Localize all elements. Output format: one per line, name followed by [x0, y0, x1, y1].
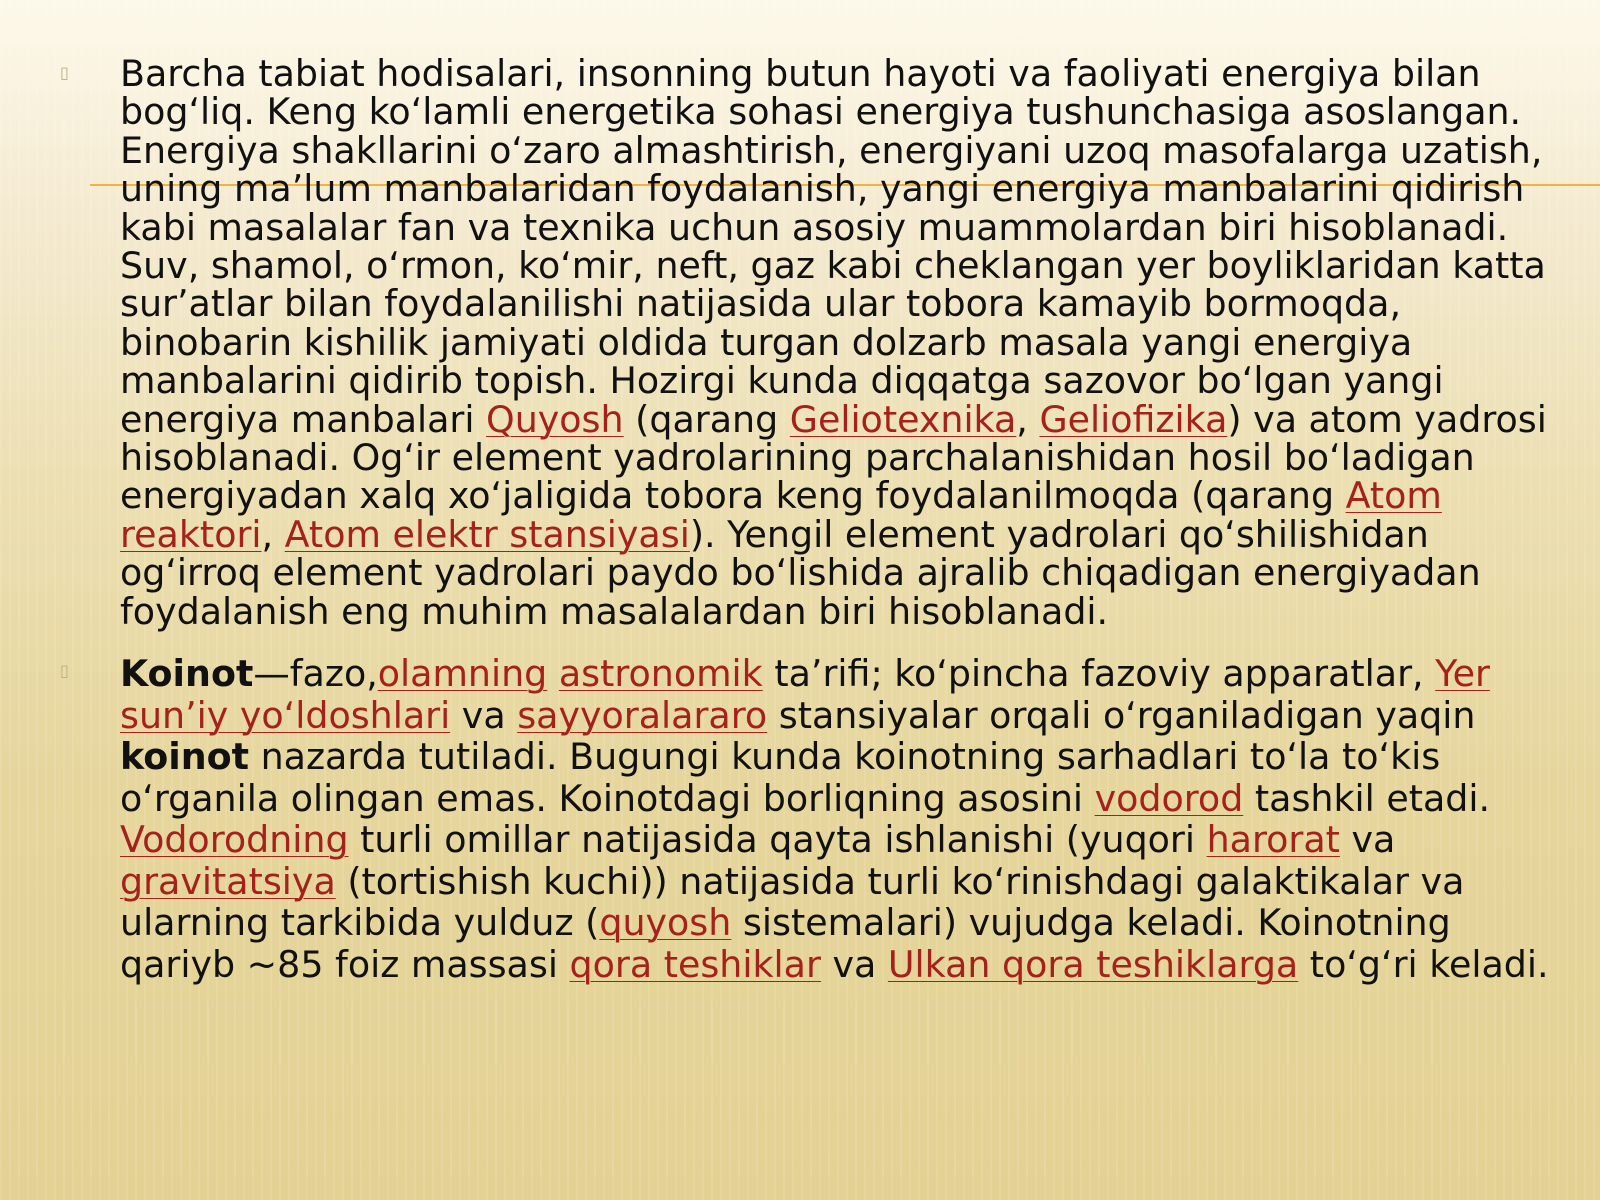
link-quyosh[interactable]: Quyosh	[486, 397, 624, 441]
text-segment: sistemalari) vujudga keladi. Koinotning qariyb ~85 foiz massasi	[120, 901, 1451, 986]
link-sayyoralararo[interactable]: sayyoralararo	[517, 693, 768, 737]
link-atom-reaktori[interactable]: Atom reaktori	[120, 474, 1442, 556]
text-segment: va	[450, 693, 518, 737]
text-segment: ). Yengil element yadrolari qo‘shilishidan og‘irroq element yadrolari paydo bo‘lishida ajralib chiqadigan energiyadan foydalanish eng muhim masalalardan biri hisoblanadi.	[120, 512, 1481, 633]
link-yer[interactable]: Yer	[1435, 652, 1490, 696]
paragraph-energy	[60, 52, 1560, 633]
link-atom-elektr-stansiyasi[interactable]: Atom elektr stansiyasi	[284, 512, 690, 556]
text-segment: —fazo,	[253, 652, 378, 696]
text-segment: ) va atom yadrosi hisoblanadi. Og‘ir element yadrolarining parchalanishidan hosil bo‘ladigan energiyadan xalq xo‘jaligida tobora keng foydalanilmoqda (qarang	[120, 397, 1547, 518]
text-segment: to‘g‘ri keladi.	[1298, 942, 1549, 986]
link-vodorodning[interactable]: Vodorodning	[120, 818, 349, 862]
text-segment: ,	[1016, 397, 1040, 441]
text-segment: stansiyalar orqali o‘rganiladigan yaqin	[767, 693, 1476, 737]
bold-term-koinot: Koinot	[120, 652, 254, 696]
paragraph-koinot	[60, 653, 1560, 985]
slide-content	[60, 52, 1560, 1007]
link-olamning[interactable]: olamning	[377, 652, 548, 696]
link-geliofizika[interactable]: Geliofizika	[1039, 397, 1228, 441]
text-segment: Barcha tabiat hodisalari, insonning butun hayoti va faoliyati energiya bilan bog‘liq. Keng ko‘lamli energetika sohasi energiya tushunchasiga asoslangan. Energiya shakllarini o‘zaro almashtirish, energiyani uzoq masofalarga uzatish, uning ma’lum manbalaridan foydalanish, yangi energiya manbalarini qidirish kabi masalalar fan va texnika uchun asosiy muammolardan biri hisoblanadi. Suv, shamol, o‘rmon, ko‘mir, neft, gaz kabi cheklangan yer boyliklaridan katta sur’atlar bilan foydalanilishi natijasida ular tobora kamayib bormoqda, binobarin kishilik jamiyati oldida turgan dolzarb masala yangi energiya manbalarini qidirib topish. Hozirgi kunda diqqatga sazovor bo‘lgan yangi energiya manbalari	[120, 52, 1546, 441]
text-segment: (tortishish kuchi)) natijasida turli ko‘rinishdagi galaktikalar va ularning tarkibida yulduz (	[120, 859, 1465, 945]
bullet-marker: ▯	[60, 661, 69, 681]
bullet-marker: ▯	[60, 63, 69, 82]
link-suniy-yoldoshlari[interactable]: sun’iy yo‘ldoshlari	[120, 693, 451, 737]
link-astronomik[interactable]: astronomik	[558, 652, 763, 696]
text-segment: (qarang	[623, 397, 790, 441]
text-segment: tashkil etadi.	[1243, 776, 1491, 820]
link-vodorod[interactable]: vodorod	[1094, 776, 1244, 820]
text-segment: va	[820, 942, 888, 986]
link-harorat[interactable]: harorat	[1206, 818, 1340, 862]
link-ulkan-qora-teshiklarga[interactable]: Ulkan qora teshiklarga	[887, 942, 1299, 986]
text-segment: ,	[261, 512, 285, 556]
link-quyosh-lower[interactable]: quyosh	[599, 901, 732, 945]
bold-term-koinot-2: koinot	[120, 735, 250, 779]
text-segment: ta’rifi; ko‘pincha fazoviy apparatlar,	[762, 652, 1436, 696]
link-qora-teshiklar[interactable]: qora teshiklar	[569, 942, 821, 986]
link-geliotexnika[interactable]: Geliotexnika	[789, 397, 1017, 441]
text-segment: turli omillar natijasida qayta ishlanishi (yuqori	[348, 818, 1207, 862]
text-segment: va	[1339, 818, 1396, 862]
text-segment: nazarda tutiladi. Bugungi kunda koinotning sarhadlari to‘la to‘kis o‘rganila olingan emas. Koinotdagi borliqning asosini	[120, 735, 1441, 820]
link-gravitatsiya[interactable]: gravitatsiya	[120, 859, 336, 903]
text-segment	[547, 652, 559, 695]
